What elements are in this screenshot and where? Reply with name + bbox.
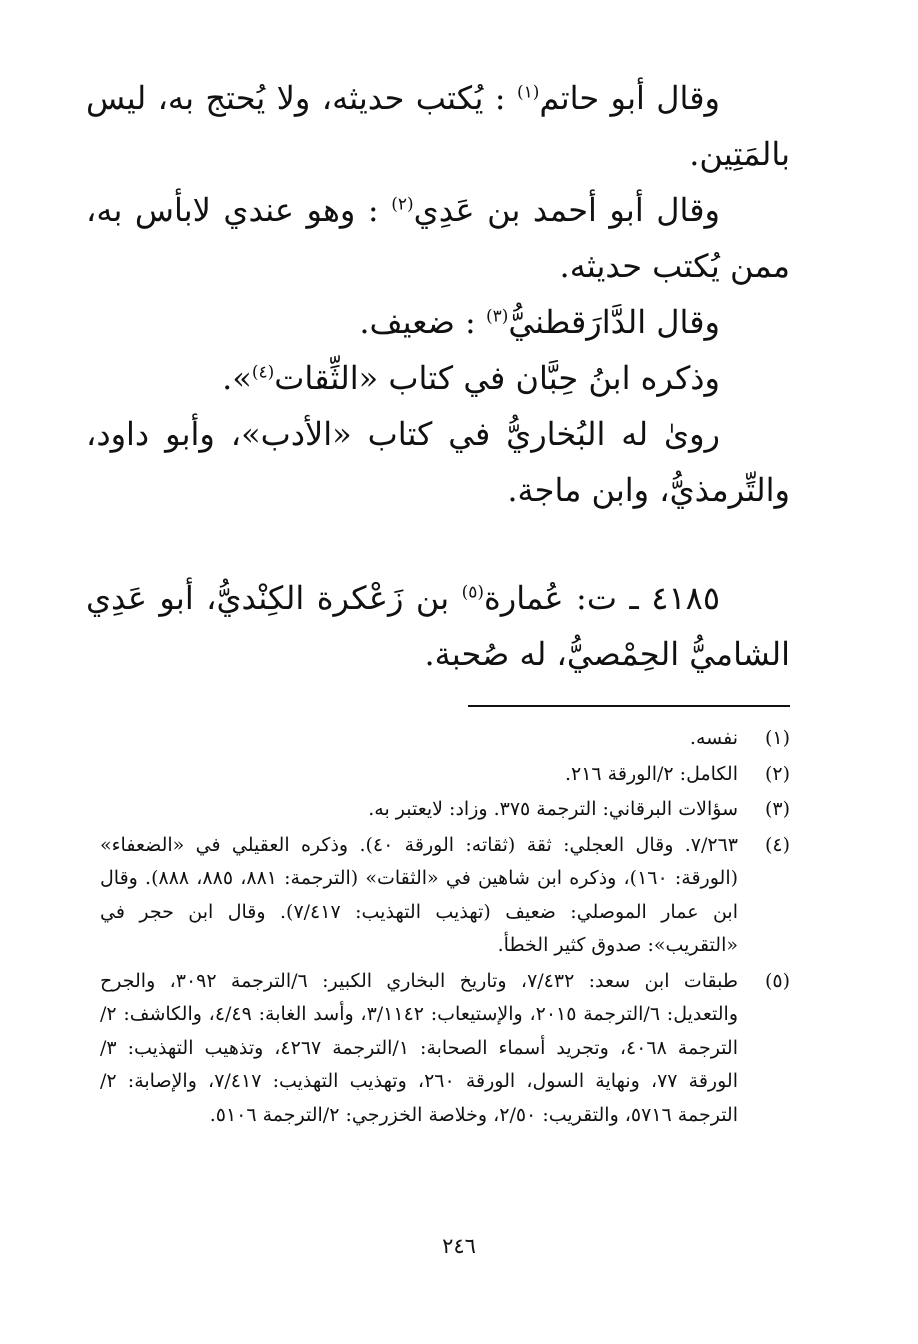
footnote-number: (٥): [764, 969, 790, 992]
entry-4185: [86, 570, 790, 682]
paragraph-text: : وهو عندي لابأس به، ممن يُكتب حديثه.: [86, 191, 790, 285]
paragraph-ibn-adi: [86, 182, 790, 294]
paragraph-text: وذكره ابنُ حِبَّان في كتاب «الثِّقات: [274, 359, 720, 397]
footnote-5: [100, 965, 790, 1133]
entry-text: بن زَعْكرة الكِنْديُّ، أبو عَدِي الشاميُّ الحِمْصيُّ، له صُحبة.: [86, 579, 790, 673]
footnote-number: (٤): [764, 833, 790, 856]
footnote-3: [100, 793, 790, 827]
paragraph-abu-hatim: [86, 70, 790, 182]
footnote-text: سؤالات البرقاني: الترجمة ٣٧٥. وزاد: لايعتبر به.: [368, 798, 738, 820]
paragraph-text: ».: [222, 359, 252, 397]
paragraph-narrators: رویٰ له البُخاريُّ في كتاب «الأدب»، وأبو داود، والتِّرمذيُّ، وابن ماجة.: [86, 415, 790, 509]
footnote-text: طبقات ابن سعد: ٧/٤٣٢، وتاريخ البخاري الكبير: ٦/الترجمة ٣٠٩٢، والجرح والتعديل: ٦/الترجمة ٢٠١٥، والإستيعاب: ٣/١١٤٢، وأسد الغابة: ٤/٤٩، والكاشف: ٢/الترجمة ٤٠٦٨، وتجريد أسماء الصحابة: ١/الترجمة ٤٢٦٧، وتذهيب التهذيب: ٣/الورقة ٧٧، ونهاية السول، الورقة ٢٦٠، وتهذيب التهذيب: ٧/٤١٧، والإصابة: ٢/الترجمة ٥٧١٦، والتقريب: ٢/٥٠، وخلاصة الخزرجي: ٢/الترجمة ٥١٠٦.: [100, 969, 738, 1126]
main-text: [86, 70, 790, 682]
footnote-number: (٢): [764, 762, 790, 785]
footnote-4: [100, 829, 790, 963]
paragraph-text: : يُكتب حديثه، ولا يُحتج به، ليس بالمَتِين.: [86, 79, 790, 173]
footnote-text: الكامل: ٢/الورقة ٢١٦.: [564, 762, 738, 785]
footnote-ref-1: (١): [516, 82, 540, 103]
paragraph-text: وقال أبو حاتم: [539, 79, 721, 117]
paragraph-text: وقال الدَّارَقطنيُّ: [508, 303, 720, 341]
footnote-text: ٧/٢٦٣. وقال العجلي: ثقة (ثقاته: الورقة ٤٠). وذكره العقيلي في «الضعفاء» (الورقة: ١٦٠)، وذكره ابن شاهين في «الثقات» (الترجمة: ٨٨١، ٨٨٥، ٨٨٨). وقال ابن عمار الموصلي: ضعيف (تهذيب التهذيب: ٧/٤١٧). وقال ابن حجر في «التقريب»: صدوق كثير الخطأ.: [100, 833, 739, 956]
footnote-ref-3: (٣): [486, 306, 509, 327]
paragraph-text: وقال أبو أحمد بن عَدِي: [413, 191, 721, 229]
footnote-ref-2: (٢): [391, 194, 414, 215]
footnote-2: [100, 758, 790, 792]
footnote-ref-4: (٤): [251, 362, 275, 383]
footnote-divider: [468, 705, 790, 707]
footnote-1: [100, 722, 790, 756]
entry-heading: ٤١٨٥ ـ ت: عُمارة: [484, 579, 721, 617]
footnotes: [100, 722, 790, 1134]
page-number: ٢٤٦: [442, 1234, 476, 1258]
footnote-ref-5: (٥): [461, 582, 485, 603]
paragraph-daraqutni: [86, 294, 790, 350]
footnote-number: (٣): [764, 798, 790, 820]
footnote-number: (١): [764, 727, 790, 749]
paragraph-ibn-hibban: [86, 350, 790, 406]
footnote-text: نفسه.: [689, 727, 738, 749]
paragraph-text: : ضعيف.: [359, 303, 486, 341]
